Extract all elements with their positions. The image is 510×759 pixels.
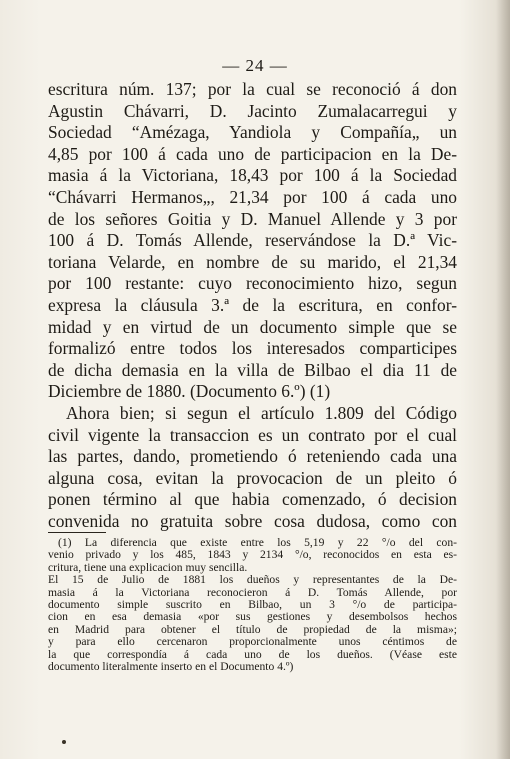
footnote-line: en Madrid para obtener el título de propiedad de la misma»; [48,622,457,636]
footnote [48,537,457,673]
text-line: expresa la cláusula 3.ª de la escritura, en confor- [48,294,457,315]
footnote-line: cion en esa demasia «por sus gestiones y desembolsos hechos [48,610,457,624]
text-line: masia á la Victoriana, 18,43 por 100 á la Sociedad [48,165,457,186]
text-line: formalizó entre todos los interesados comparticipes [48,338,457,359]
footnote-line: la que correspondía á cada uno de los dueños. (Véase este [48,647,457,661]
text-line: Sociedad “Amézaga, Yandiola y Compañía„ un [48,122,457,143]
page-spine-shadow [496,0,510,759]
text-line: por 100 restante: cuyo reconocimiento hizo, segun [48,273,457,294]
page-number: — 24 — [222,56,288,75]
text-line: de los señores Goitia y D. Manuel Allende y 3 por [48,208,457,229]
text-line: “Chávarri Hermanos„, 21,34 por 100 á cada uno [48,186,457,207]
footnote-line: (1) La diferencia que existe entre los 5,19 y 22 °/o del con- [58,536,457,549]
text-line: 100 á D. Tomás Allende, reservándose la D.ª Vic- [48,230,457,251]
text-line: alguna cosa, evitan la provocacion de un pleito ó [48,467,457,488]
text-line: midad y en virtud de un documento simple que se [48,316,457,337]
text-line: Agustin Chávarri, D. Jacinto Zumalacarregui y [48,100,457,121]
text-line: de dicha demasia en la villa de Bilbao el dia 11 de [48,359,457,380]
text-line: Diciembre de 1880. (Documento 6.º) (1) [48,381,331,402]
text-line: Ahora bien; si segun el artículo 1.809 del Código [66,402,457,423]
text-line: convenida no gratuita sobre cosa dudosa, como con [48,510,457,531]
text-line: escritura núm. 137; por la cual se reconoció á don [48,79,457,99]
text-line: ponen término al que habia comenzado, ó decision [48,489,457,510]
footnote-divider [48,532,106,533]
ink-speck [62,740,66,744]
text-line: toriana Velarde, en nombre de su marido, el 21,34 [48,251,457,272]
text-line: 4,85 por 100 á cada uno de participacion en la De- [48,143,457,164]
text-line: las partes, dando, prometiendo ó reteniendo cada una [48,446,457,467]
footnote-line: masia á la Victoriana reconocieron á D. Tomás Allende, por [48,585,457,599]
footnote-line: documento simple suscrito en Bilbao, un 3 °/o de participa- [48,598,457,612]
footnote-line: venio privado y los 485, 1843 y 2134 °/o, reconocidos en esta es- [48,548,457,562]
footnote-line: y para ello cercenaron proporcionalmente unos céntimos de [48,635,457,649]
footnote-line: critura, tiene una explicacion muy sencilla. [48,560,248,574]
main-text [48,79,457,532]
footnote-line: documento literalmente inserto en el Documento 4.º) [48,660,294,674]
footnote-line: El 15 de Julio de 1881 los dueños y representantes de la De- [48,573,457,587]
text-line: civil vigente la transaccion es un contrato por el cual [48,424,457,445]
